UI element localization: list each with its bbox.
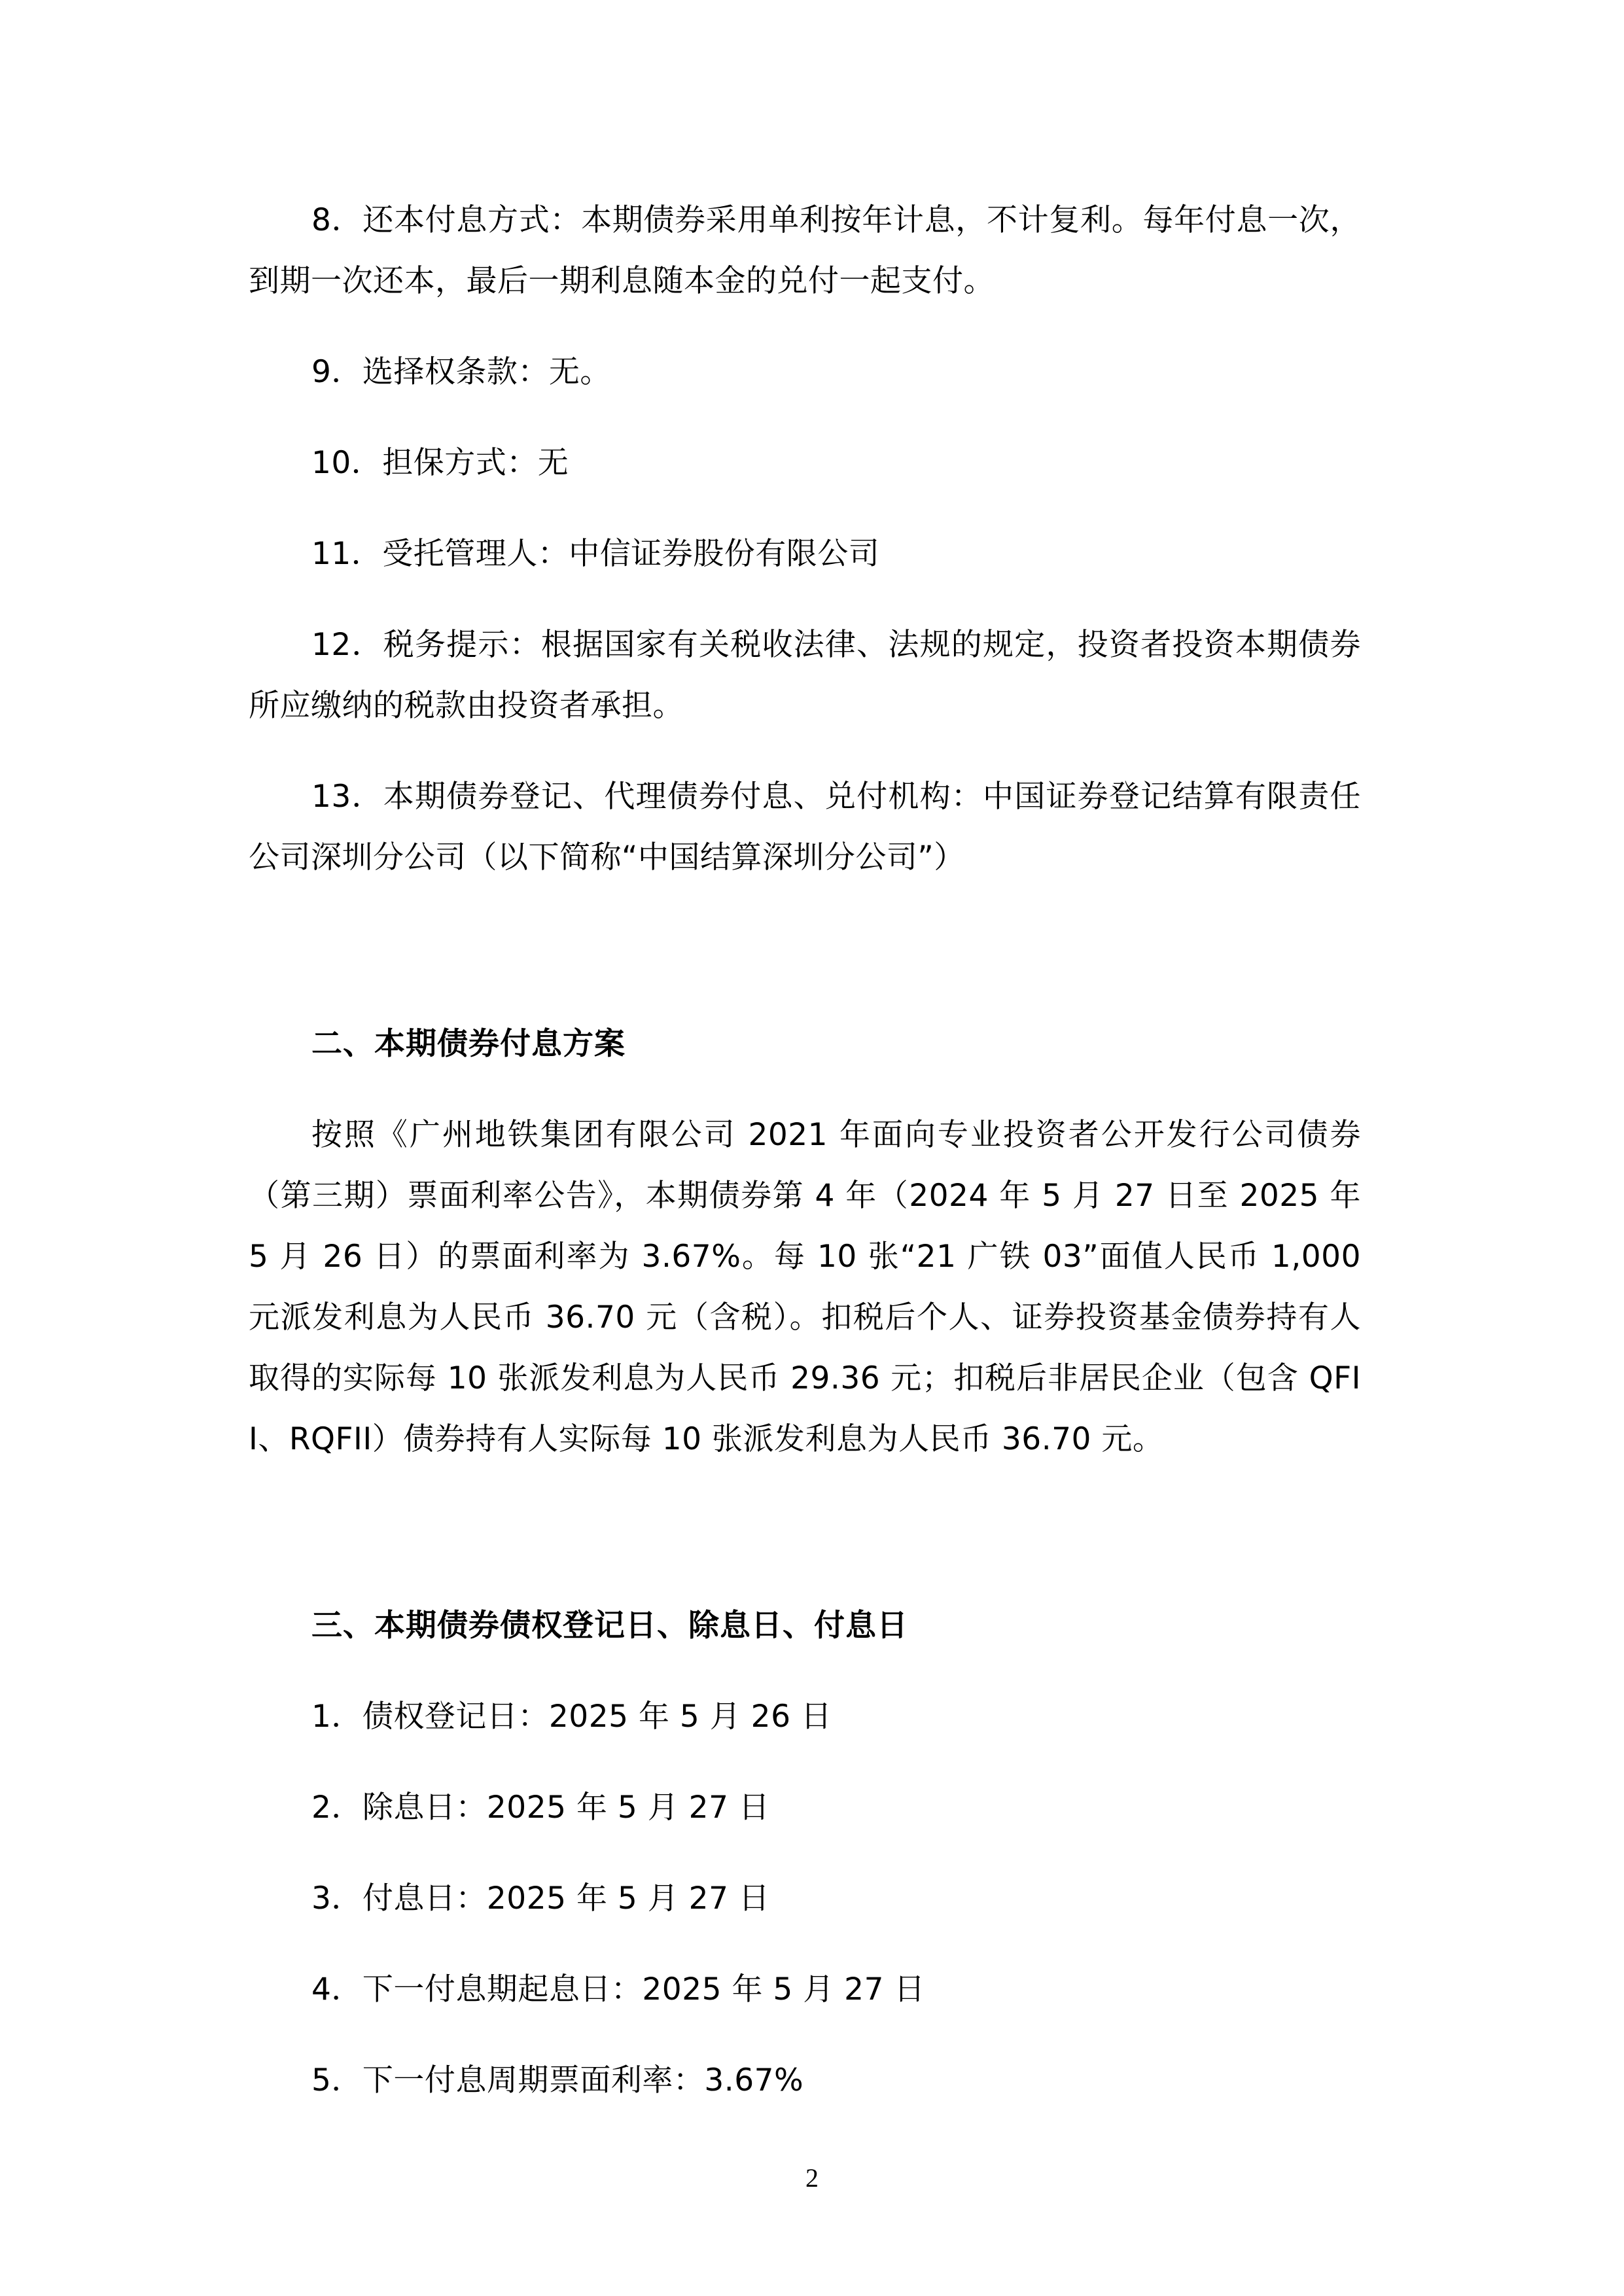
spacer bbox=[249, 1747, 1361, 1777]
spacer bbox=[249, 402, 1361, 433]
spacer bbox=[249, 493, 1361, 523]
spacer bbox=[249, 1470, 1361, 1532]
spacer bbox=[249, 584, 1361, 614]
spacer bbox=[249, 2020, 1361, 2050]
spacer bbox=[249, 1656, 1361, 1686]
term-item-10: 10．担保方式：无 bbox=[311, 445, 569, 481]
section-heading-two: 二、本期债券付息方案 bbox=[311, 1026, 626, 1062]
section-two-paragraph: 按照《广州地铁集团有限公司 2021 年面向专业投资者公开发行公司债券（第三期）票面利率公告》，本期债券第 4 年（2024 年 5 月 27 日至 2025 年 5 月 26 日）的票面利率为 3.67%。每 10 张“21 广铁 03”面值人民币 1,000 元派发利息为人民币 36.70 元（含税）。扣税后个人、证券投资基金债券持有人取得的实际每 10 张派发利息为人民币 29.36 元；扣税后非居民企业（包含 QFII、RQFII）债券持有人实际每 10 张派发利息为人民币 36.70 元。 bbox=[249, 1117, 1361, 1457]
date-item-ex-interest-date: 2．除息日：2025 年 5 月 27 日 bbox=[311, 1790, 770, 1826]
page-content bbox=[249, 190, 1361, 2111]
term-item-11: 11．受托管理人：中信证券股份有限公司 bbox=[311, 536, 880, 572]
spacer bbox=[249, 951, 1361, 1014]
section-heading-three: 三、本期债券债权登记日、除息日、付息日 bbox=[311, 1608, 908, 1644]
date-item-payment-date: 3．付息日：2025 年 5 月 27 日 bbox=[311, 1881, 770, 1916]
term-item-9: 9．选择权条款：无。 bbox=[311, 354, 611, 390]
spacer bbox=[249, 888, 1361, 951]
spacer bbox=[249, 1929, 1361, 1959]
term-item-8: 8．还本付息方式：本期债券采用单利按年计息，不计复利。每年付息一次，到期一次还本，最后一期利息随本金的兑付一起支付。 bbox=[249, 202, 1361, 299]
spacer bbox=[249, 311, 1361, 342]
date-item-next-coupon-rate: 5．下一付息周期票面利率：3.67% bbox=[311, 2062, 804, 2098]
page-number: 2 bbox=[805, 2163, 819, 2193]
term-item-13: 13．本期债券登记、代理债券付息、兑付机构：中国证券登记结算有限责任公司深圳分公司（以下简称“中国结算深圳分公司”） bbox=[249, 779, 1361, 875]
spacer bbox=[249, 736, 1361, 766]
spacer bbox=[249, 1074, 1361, 1104]
term-item-12: 12．税务提示：根据国家有关税收法律、法规的规定，投资者投资本期债券所应缴纳的税款由投资者承担。 bbox=[249, 627, 1361, 724]
date-item-next-accrual-start: 4．下一付息期起息日：2025 年 5 月 27 日 bbox=[311, 1971, 925, 2007]
date-item-record-date: 1．债权登记日：2025 年 5 月 26 日 bbox=[311, 1699, 832, 1735]
spacer bbox=[249, 1532, 1361, 1595]
spacer bbox=[249, 1838, 1361, 1868]
